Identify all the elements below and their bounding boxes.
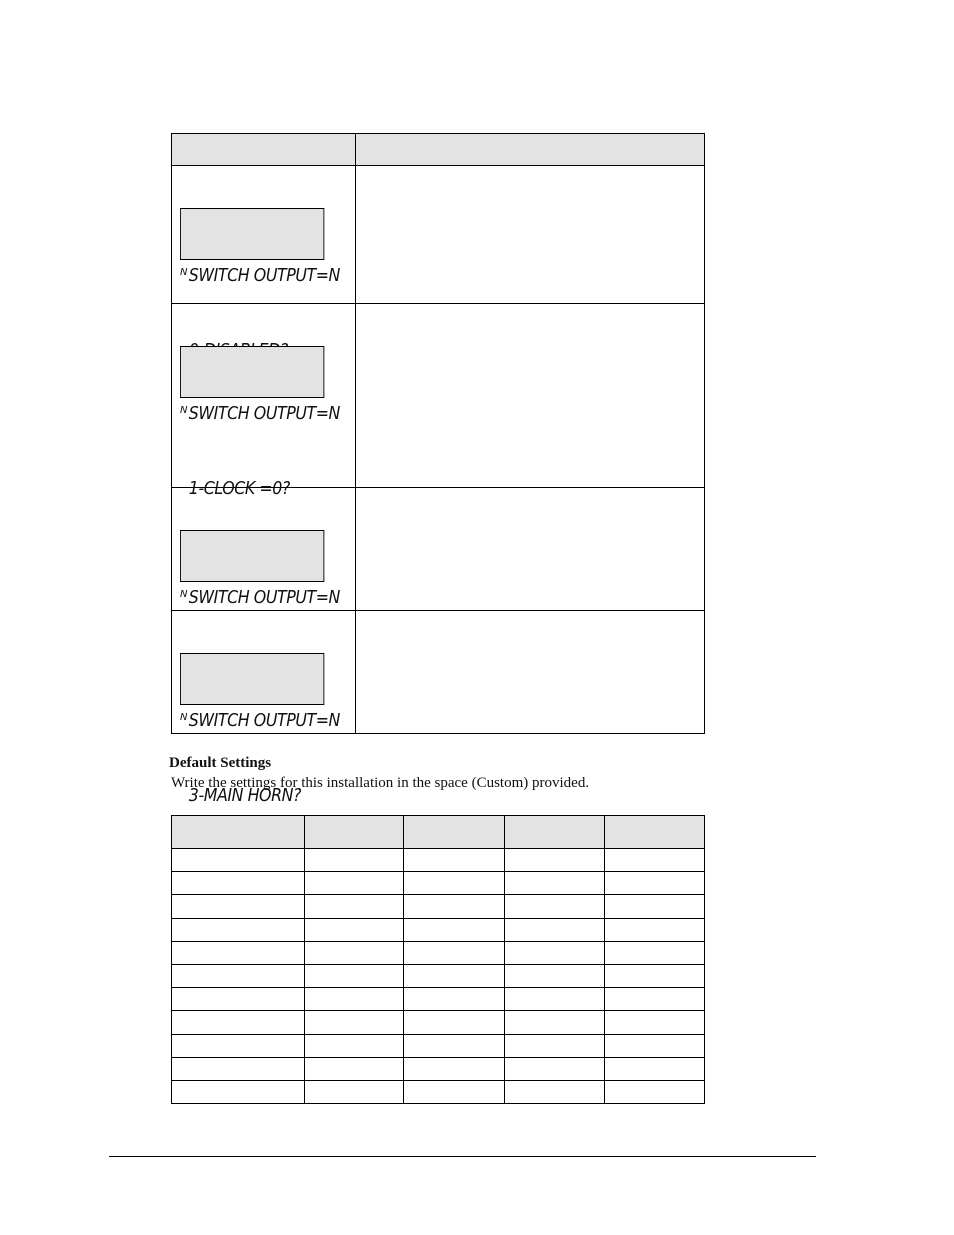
- table-cell: [404, 941, 505, 964]
- table-cell: [172, 988, 305, 1011]
- lcd-line-2: 3-MAIN HORN?: [188, 785, 302, 806]
- table-cell: [605, 1080, 705, 1103]
- table-cell: [305, 964, 404, 987]
- table-cell: [505, 895, 605, 918]
- table-cell: [505, 1080, 605, 1103]
- lcd-display: [180, 530, 340, 608]
- header-cell: [305, 816, 404, 849]
- table-row: [172, 611, 705, 734]
- table-cell: [404, 1011, 505, 1034]
- description-cell: [356, 488, 705, 611]
- table-row: [172, 849, 705, 872]
- table-row: [172, 1011, 705, 1034]
- description-cell: [356, 304, 705, 488]
- table-cell: [172, 964, 305, 987]
- table-cell: [605, 849, 705, 872]
- description-cell: [356, 611, 705, 734]
- table-cell: [605, 872, 705, 895]
- table-cell: [172, 1034, 305, 1057]
- table-row: [172, 304, 705, 488]
- table-row: [172, 988, 705, 1011]
- key-label: N: [180, 267, 188, 278]
- table-cell: [605, 918, 705, 941]
- table-row: [172, 488, 705, 611]
- section-heading: Default Settings: [169, 755, 272, 771]
- table-cell: [404, 895, 505, 918]
- display-cell: [172, 488, 356, 611]
- description-cell: [356, 166, 705, 304]
- table-cell: [172, 872, 305, 895]
- table-cell: [305, 849, 404, 872]
- lcd-line-1: SWITCH OUTPUT=N: [188, 710, 340, 731]
- table-cell: [172, 941, 305, 964]
- table-cell: [305, 1057, 404, 1080]
- table-cell: [404, 1057, 505, 1080]
- table-row: [172, 918, 705, 941]
- key-label: N: [180, 589, 188, 600]
- table-cell: [605, 895, 705, 918]
- table-cell: [605, 1011, 705, 1034]
- header-cell: [172, 816, 305, 849]
- table-row: [172, 1057, 705, 1080]
- header-cell-display: [172, 134, 356, 166]
- table-cell: [172, 1080, 305, 1103]
- table-cell: [172, 849, 305, 872]
- lcd-line-1: SWITCH OUTPUT=N: [188, 403, 340, 424]
- table-row: [172, 941, 705, 964]
- header-cell: [605, 816, 705, 849]
- settings-header-row: [172, 816, 705, 849]
- table-row: [172, 964, 705, 987]
- lcd-display: [180, 208, 340, 286]
- header-cell: [505, 816, 605, 849]
- instruction-text: Write the settings for this installation in the space (Custom) provided.: [171, 775, 590, 791]
- table-cell: [305, 918, 404, 941]
- table-cell: [305, 1034, 404, 1057]
- key-label: N: [180, 405, 188, 416]
- table-cell: [305, 941, 404, 964]
- table-row: [172, 895, 705, 918]
- lcd-line-1: SWITCH OUTPUT=N: [188, 265, 340, 286]
- table-row: [172, 166, 705, 304]
- table-cell: [404, 849, 505, 872]
- header-cell: [404, 816, 505, 849]
- table-cell: [404, 872, 505, 895]
- table-row: [172, 1034, 705, 1057]
- default-settings-table: [171, 815, 705, 1104]
- table-cell: [505, 1057, 605, 1080]
- display-cell: [172, 304, 356, 499]
- table-row: [172, 1080, 705, 1103]
- table-cell: [505, 1011, 605, 1034]
- table-cell: [172, 1057, 305, 1080]
- table-cell: [305, 895, 404, 918]
- table-cell: [404, 918, 505, 941]
- table-cell: [404, 964, 505, 987]
- lcd-line-2: 1-CLOCK =0?: [188, 478, 290, 499]
- table-cell: [505, 872, 605, 895]
- table-cell: [505, 964, 605, 987]
- table-cell: [605, 941, 705, 964]
- table-cell: [505, 1034, 605, 1057]
- table-cell: [404, 1034, 505, 1057]
- lcd-line-1: SWITCH OUTPUT=N: [188, 587, 340, 608]
- table-cell: [605, 964, 705, 987]
- table-cell: [172, 895, 305, 918]
- table-cell: [505, 988, 605, 1011]
- table-row: [172, 872, 705, 895]
- table-cell: [605, 1034, 705, 1057]
- table-cell: [505, 918, 605, 941]
- display-cell: [172, 166, 356, 304]
- key-label: N: [180, 712, 188, 723]
- table-header-row: [172, 134, 705, 166]
- table-cell: [172, 1011, 305, 1034]
- table-cell: [505, 941, 605, 964]
- table-cell: [404, 988, 505, 1011]
- table-cell: [305, 1011, 404, 1034]
- table-cell: [505, 849, 605, 872]
- table-cell: [172, 918, 305, 941]
- table-cell: [305, 1080, 404, 1103]
- table-cell: [605, 1057, 705, 1080]
- lcd-display: [180, 346, 340, 499]
- header-cell-description: [356, 134, 705, 166]
- table-cell: [305, 988, 404, 1011]
- table-cell: [605, 988, 705, 1011]
- table-cell: [305, 872, 404, 895]
- footer-rule: [109, 1156, 816, 1157]
- table-cell: [404, 1080, 505, 1103]
